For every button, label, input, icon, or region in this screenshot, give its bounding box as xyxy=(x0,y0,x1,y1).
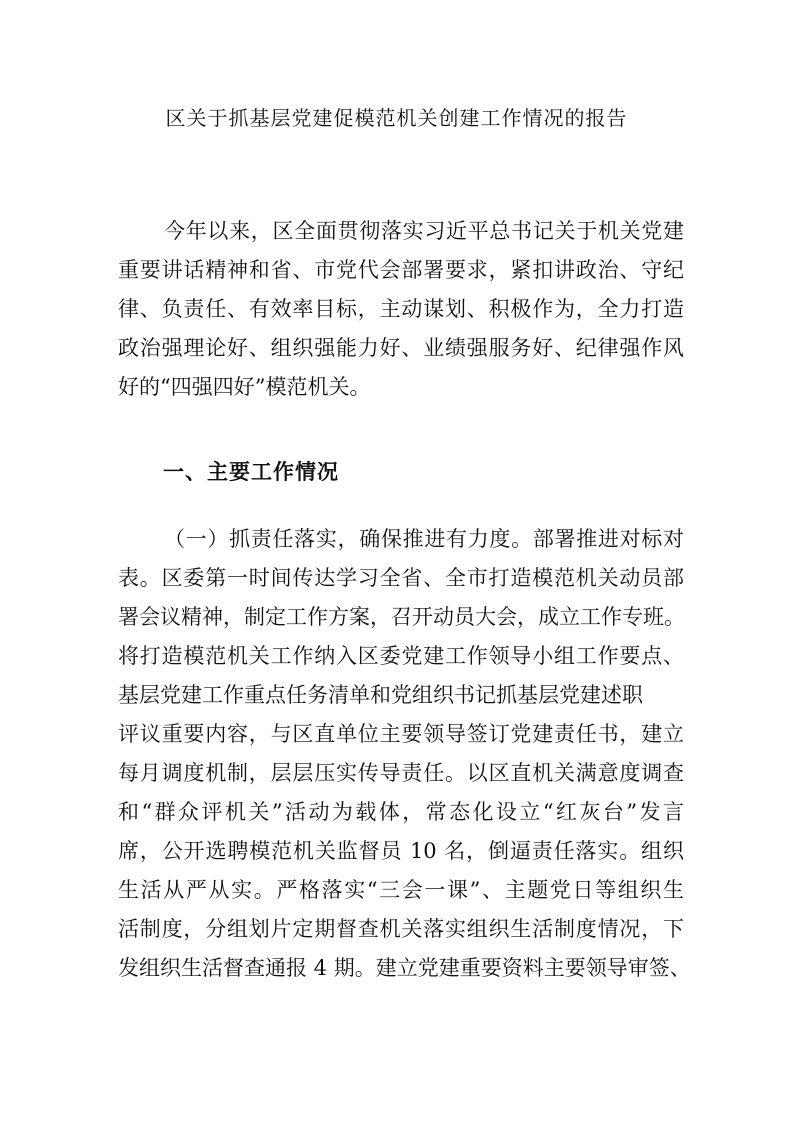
paragraph-line: 律、负责任、有效率目标，主动谋划、积极作为，全力打造 xyxy=(118,297,684,321)
document-title: 区关于抓基层党建促模范机关创建工作情况的报告 xyxy=(165,106,628,130)
paragraph-line: 发组织生活督查通报 4 期。建立党建重要资料主要领导审签、 xyxy=(118,956,691,980)
paragraph-line: 生活从严从实。严格落实“三会一课”、主题党日等组织生 xyxy=(118,878,684,902)
paragraph-line: 重要讲话精神和省、市党代会部署要求，紧扣讲政治、守纪 xyxy=(118,258,684,282)
section-heading: 一、主要工作情况 xyxy=(163,459,339,484)
paragraph-line: 基层党建工作重点任务清单和党组织书记抓基层党建述职 xyxy=(118,683,643,707)
paragraph-line: 活制度，分组划片定期督查机关落实组织生活制度情况，下 xyxy=(118,917,684,941)
paragraph-line: 好的“四强四好”模范机关。 xyxy=(118,375,371,399)
paragraph-line: 表。区委第一时间传达学习全省、全市打造模范机关动员部 xyxy=(118,566,684,590)
paragraph-line: 今年以来，区全面贯彻落实习近平总书记关于机关党建 xyxy=(164,219,684,243)
paragraph-line: （一）抓责任落实，确保推进有力度。部署推进对标对 xyxy=(164,527,684,551)
paragraph-line: 将打造模范机关工作纳入区委党建工作领导小组工作要点、 xyxy=(118,644,684,668)
paragraph-line: 每月调度机制，层层压实传导责任。以区直机关满意度调查 xyxy=(118,761,684,785)
section-paragraph xyxy=(118,520,691,988)
paragraph-line: 政治强理论好、组织强能力好、业绩强服务好、纪律强作风 xyxy=(118,336,684,360)
paragraph-line: 署会议精神，制定工作方案，召开动员大会，成立工作专班。 xyxy=(118,605,685,629)
paragraph-line: 席，公开选聘模范机关监督员 10 名，倒逼责任落实。组织 xyxy=(118,839,684,863)
intro-paragraph xyxy=(118,212,684,407)
paragraph-line: 和“群众评机关”活动为载体，常态化设立“红灰台”发言 xyxy=(118,800,684,824)
paragraph-line: 评议重要内容，与区直单位主要领导签订党建责任书，建立 xyxy=(118,722,684,746)
